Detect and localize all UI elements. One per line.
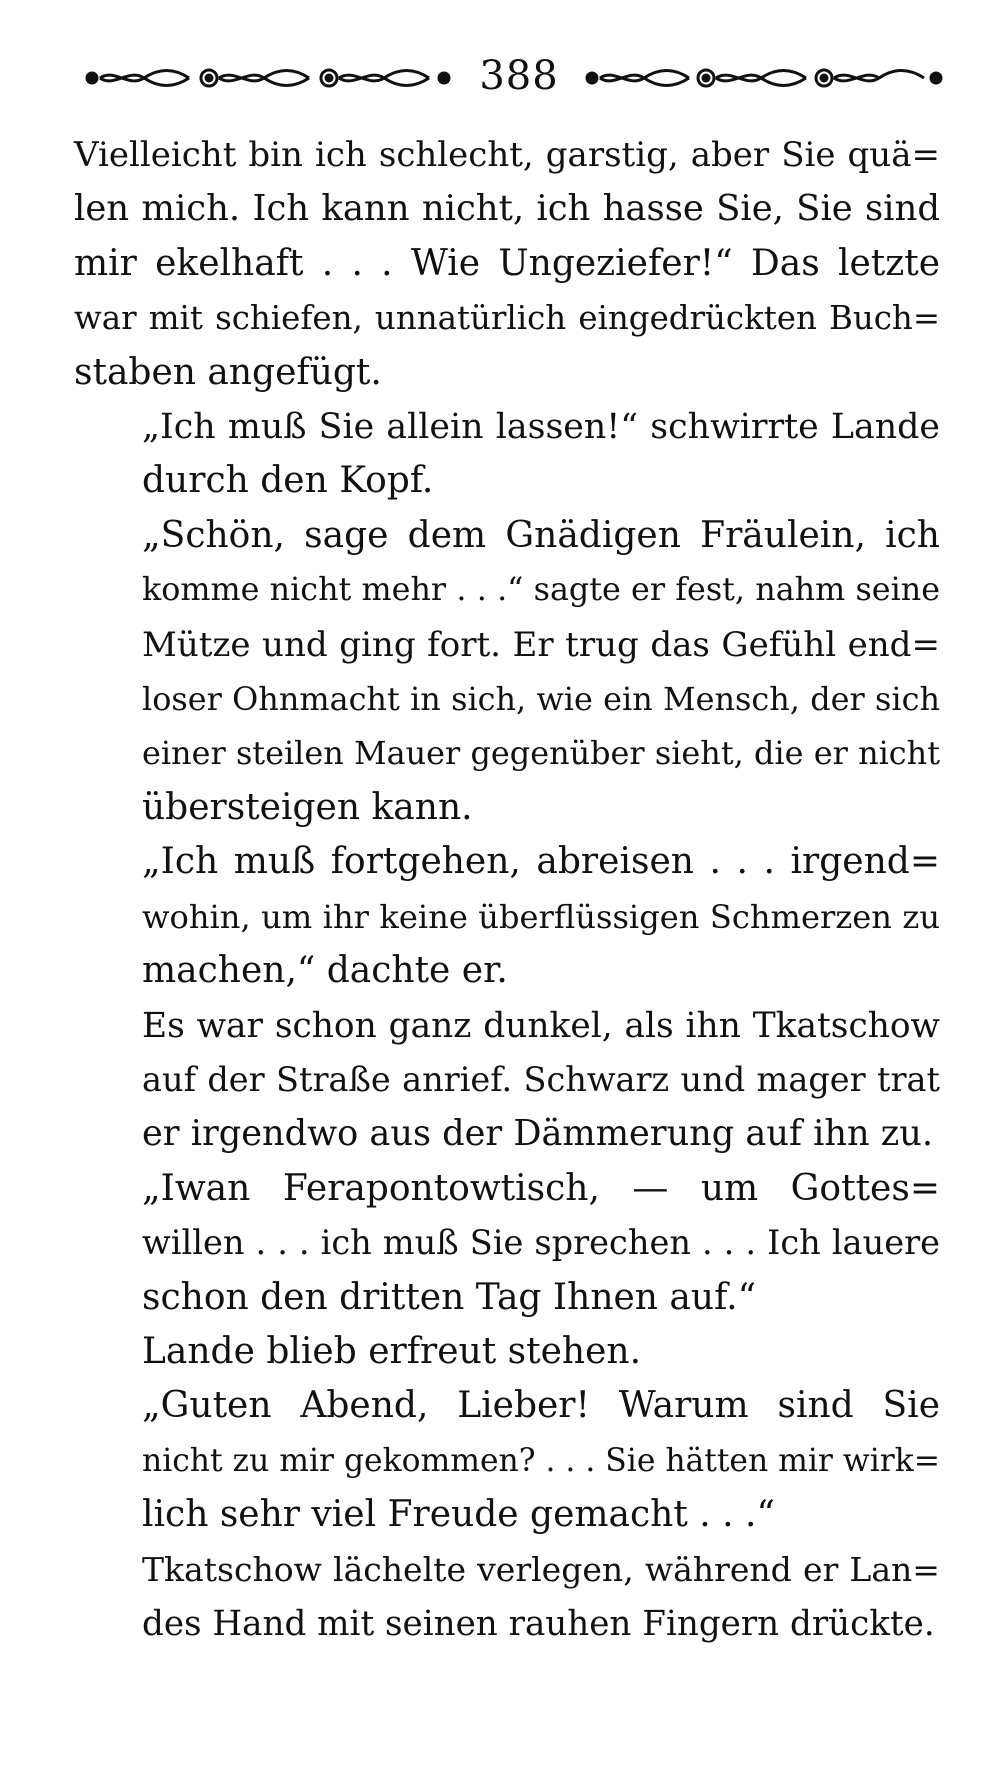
paragraph	[74, 1543, 940, 1652]
right-ornament	[584, 66, 944, 90]
text-line: „Ich muß Sie allein lassen!“ schwirrte Lande	[142, 407, 940, 448]
text-line: durch den Kopf.	[142, 460, 434, 502]
text-line: lich sehr viel Freude gemacht . . .“	[142, 1494, 775, 1536]
paragraph	[74, 1162, 940, 1325]
body-text	[74, 128, 940, 1651]
text-line: Es war schon ganz dunkel, als ihn Tkatschow	[142, 1005, 940, 1046]
text-line: Tkatschow lächelte verlegen, während er Lan=	[142, 1549, 940, 1589]
text-line: wohin, um ihr keine überflüssigen Schmerzen zu	[142, 897, 940, 936]
text-line: einer steilen Mauer gegenüber sieht, die er nicht	[142, 734, 940, 773]
text-line: mir ekelhaft . . . Wie Ungeziefer!“ Das letzte	[74, 242, 940, 284]
text-line: staben angefügt.	[74, 351, 382, 393]
text-line: „Guten Abend, Lieber! Warum sind Sie	[142, 1385, 940, 1427]
text-line: „Schön, sage dem Gnädigen Fräulein, ich	[142, 514, 940, 556]
text-line: war mit schiefen, unnatürlich eingedrückten Buch=	[74, 299, 940, 338]
text-line: schon den dritten Tag Ihnen auf.“	[142, 1276, 756, 1318]
text-line: Vielleicht bin ich schlecht, garstig, aber Sie quä=	[74, 135, 940, 175]
paragraph	[74, 835, 940, 998]
page-number: 388	[479, 53, 559, 99]
paragraph	[74, 1379, 940, 1542]
paragraph	[74, 509, 940, 835]
paragraph	[74, 128, 940, 400]
text-line: komme nicht mehr . . .“ sagte er fest, nahm seine	[142, 572, 940, 609]
text-line: loser Ohnmacht in sich, wie ein Mensch, der sich	[142, 680, 940, 719]
text-line: nicht zu mir gekommen? . . . Sie hätten mir wirk=	[142, 1442, 941, 1479]
text-line: willen . . . ich muß Sie sprechen . . . Ich lauere	[142, 1223, 940, 1263]
text-line: len mich. Ich kann nicht, ich hasse Sie, Sie sind	[74, 188, 940, 230]
text-line: „Ich muß fortgehen, abreisen . . . irgend=	[142, 841, 940, 883]
text-line: des Hand mit seinen rauhen Fingern drückte.	[142, 1603, 935, 1644]
paragraph	[74, 400, 940, 509]
text-line: Lande blieb erfreut stehen.	[142, 1330, 642, 1372]
text-line: er irgendwo aus der Dämmerung auf ihn zu.	[142, 1113, 934, 1155]
paragraph	[74, 1325, 940, 1379]
text-line: machen,“ dachte er.	[142, 950, 508, 992]
paragraph	[74, 999, 940, 1162]
left-ornament	[84, 66, 454, 90]
text-line: übersteigen kann.	[142, 786, 473, 828]
page-header	[74, 46, 944, 106]
text-line: Mütze und ging fort. Er trug das Gefühl end=	[142, 624, 940, 665]
text-line: auf der Straße anrief. Schwarz und mager trat	[142, 1059, 940, 1099]
text-line: „Iwan Ferapontowtisch, — um Gottes=	[142, 1167, 940, 1209]
